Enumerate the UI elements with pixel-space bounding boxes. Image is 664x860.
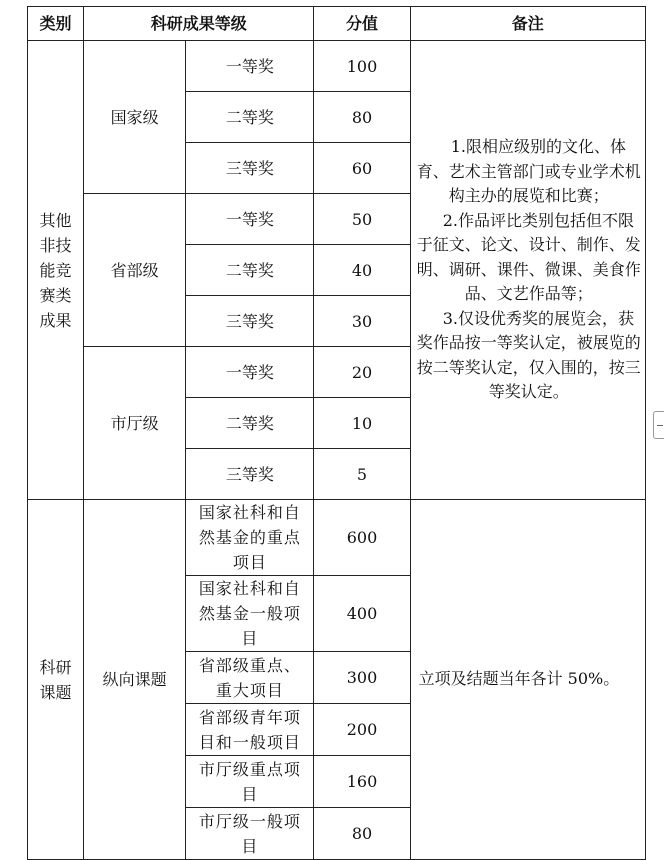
award-label: 三等奖 xyxy=(186,449,314,500)
award-score: 10 xyxy=(314,398,410,449)
level-cell: 省部级 xyxy=(84,194,186,347)
level-cell: 纵向课题 xyxy=(84,500,186,860)
item-score: 300 xyxy=(314,652,410,704)
award-label: 二等奖 xyxy=(186,245,314,296)
item-label: 省部级青年项目和一般项目 xyxy=(186,704,314,756)
item-label: 省部级重点、重大项目 xyxy=(186,652,314,704)
award-label: 二等奖 xyxy=(186,398,314,449)
note-cell: 立项及结题当年各计 50%。 xyxy=(410,500,645,860)
award-label: 一等奖 xyxy=(186,194,314,245)
award-score: 40 xyxy=(314,245,410,296)
item-score: 160 xyxy=(314,756,410,808)
item-label: 市厅级重点项目 xyxy=(186,756,314,808)
header-category: 类别 xyxy=(28,7,84,41)
award-score: 60 xyxy=(314,143,410,194)
award-label: 二等奖 xyxy=(186,92,314,143)
table-row xyxy=(28,500,646,576)
header-row xyxy=(28,7,646,41)
header-level: 科研成果等级 xyxy=(84,7,314,41)
table-row xyxy=(28,41,646,92)
header-note: 备注 xyxy=(410,7,645,41)
item-label: 市厅级一般项目 xyxy=(186,808,314,860)
level-cell: 国家级 xyxy=(84,41,186,194)
note-line: 2.作品评比类别包括但不限于征文、论文、设计、制作、发明、调研、课件、微课、美食作品、文艺作品等； xyxy=(416,210,641,304)
note-line: 1.限相应级别的文化、体育、艺术主管部门或专业学术机构主办的展览和比赛； xyxy=(416,137,641,206)
header-score: 分值 xyxy=(314,7,410,41)
award-label: 一等奖 xyxy=(186,41,314,92)
note-line: 3.仅设优秀奖的展览会，获奖作品按一等奖认定，被展览的按二等奖认定，仅入围的，按三等奖认定。 xyxy=(416,308,641,402)
category-label: 其他非技能竞赛类成果 xyxy=(39,210,72,330)
award-label: 一等奖 xyxy=(186,347,314,398)
level-cell: 市厅级 xyxy=(84,347,186,500)
award-score: 50 xyxy=(314,194,410,245)
award-score: 20 xyxy=(314,347,410,398)
item-score: 600 xyxy=(314,500,410,576)
item-label: 国家社科和自然基金一般项目 xyxy=(186,576,314,652)
item-score: 400 xyxy=(314,576,410,652)
award-label: 三等奖 xyxy=(186,143,314,194)
score-table xyxy=(27,6,646,860)
collapse-handle[interactable] xyxy=(653,411,664,439)
note-cell xyxy=(410,41,645,500)
award-score: 5 xyxy=(314,449,410,500)
category-cell xyxy=(28,500,84,860)
item-label: 国家社科和自然基金的重点项目 xyxy=(186,500,314,576)
award-score: 30 xyxy=(314,296,410,347)
category-label: 科研课题 xyxy=(39,657,72,702)
award-score: 80 xyxy=(314,92,410,143)
award-score: 100 xyxy=(314,41,410,92)
category-cell xyxy=(28,41,84,500)
award-label: 三等奖 xyxy=(186,296,314,347)
item-score: 80 xyxy=(314,808,410,860)
item-score: 200 xyxy=(314,704,410,756)
